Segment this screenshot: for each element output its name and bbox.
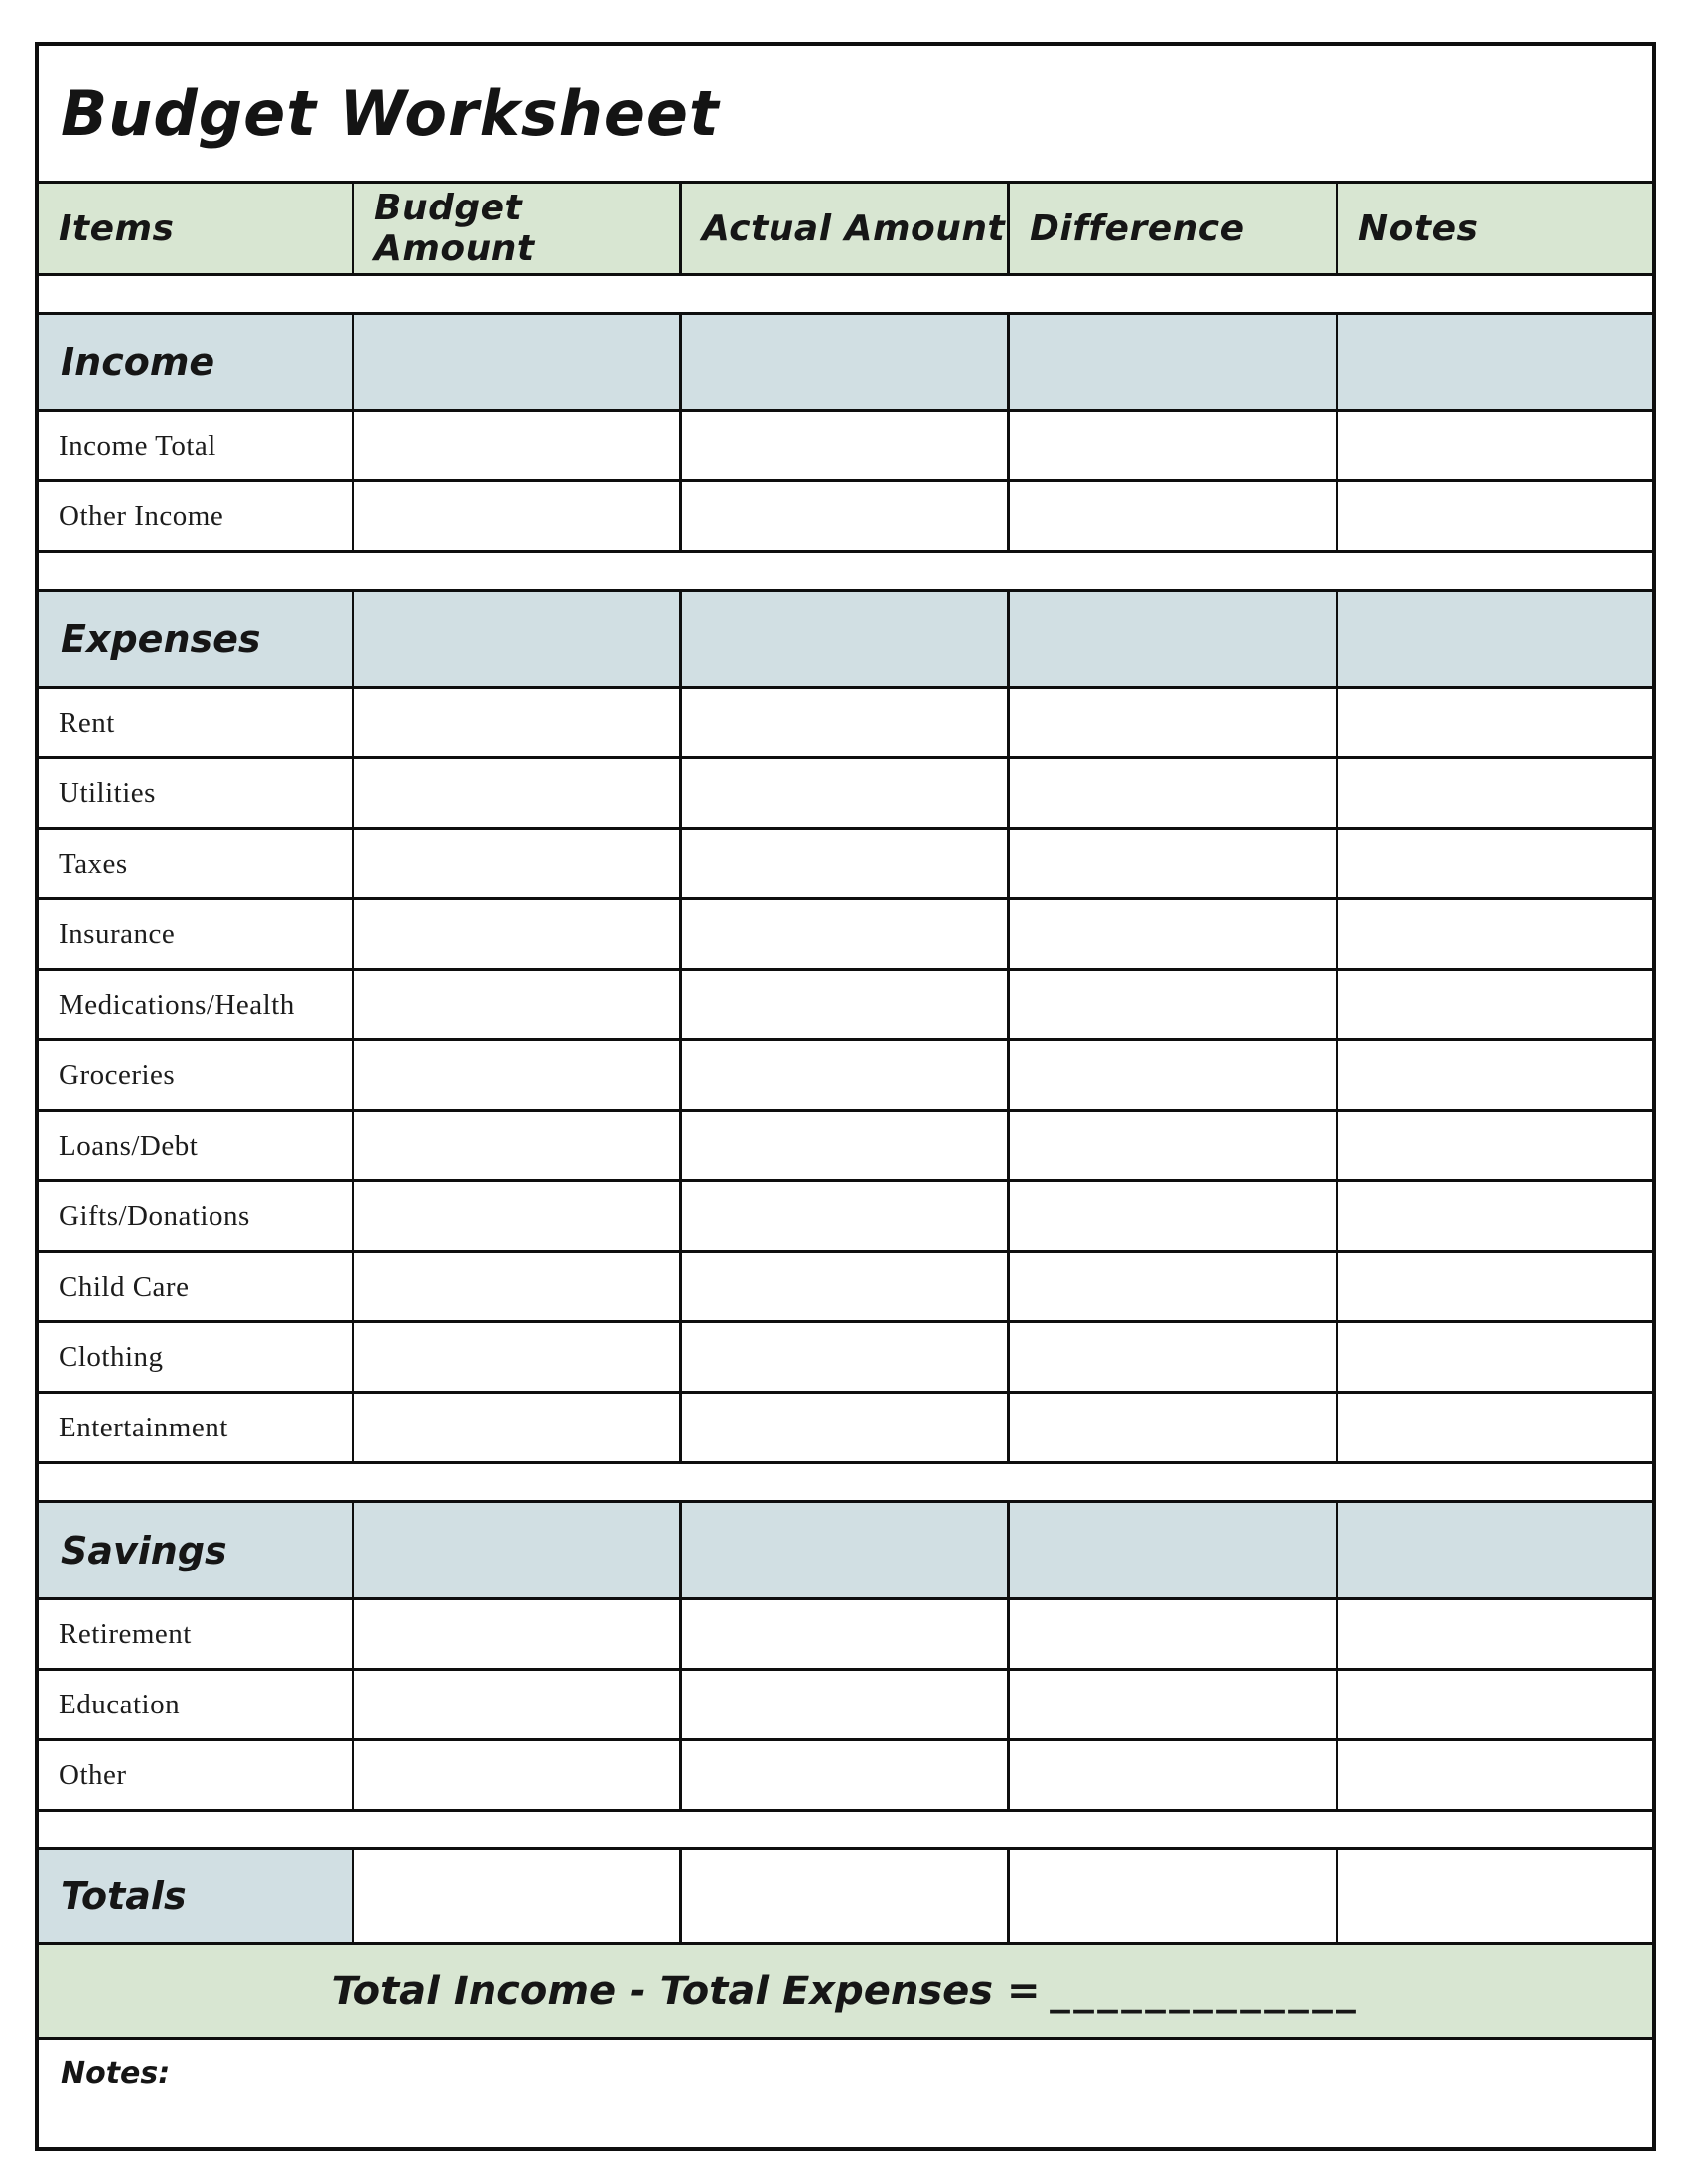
budget-amount-cell xyxy=(354,971,679,1038)
item-label-cell: Child Care xyxy=(39,1253,352,1320)
budget-amount-cell xyxy=(354,1394,679,1461)
budget-amount-cell xyxy=(354,830,679,897)
notes-cell xyxy=(1338,1112,1652,1179)
actual-amount-cell xyxy=(682,1112,1007,1179)
table-row-medications-health xyxy=(39,971,1652,1038)
difference-cell xyxy=(1010,1182,1336,1250)
budget-amount-cell xyxy=(354,1182,679,1250)
difference-cell xyxy=(1010,830,1336,897)
table-row-entertainment xyxy=(39,1394,1652,1461)
actual-amount-cell xyxy=(682,315,1007,409)
notes-cell xyxy=(1338,1041,1652,1109)
item-label-cell: Education xyxy=(39,1671,352,1738)
notes-cell xyxy=(1338,900,1652,968)
budget-amount-cell xyxy=(354,1323,679,1391)
actual-amount-cell xyxy=(682,1041,1007,1109)
notes-cell xyxy=(1338,1600,1652,1668)
notes-cell xyxy=(1338,1323,1652,1391)
notes-cell xyxy=(1338,1741,1652,1809)
difference-cell xyxy=(1010,1503,1336,1597)
budget-amount-cell xyxy=(354,1112,679,1179)
table-row-other xyxy=(39,1741,1652,1809)
notes-area xyxy=(39,2040,1652,2147)
actual-amount-cell xyxy=(682,482,1007,550)
table-row-loans-debt xyxy=(39,1112,1652,1179)
notes-cell xyxy=(1338,482,1652,550)
table-row-income-total xyxy=(39,412,1652,479)
difference-cell xyxy=(1010,1323,1336,1391)
section-title-cell: Income xyxy=(39,315,352,409)
item-label-cell: Groceries xyxy=(39,1041,352,1109)
difference-cell xyxy=(1010,1600,1336,1668)
budget-amount-cell xyxy=(354,759,679,827)
actual-amount-cell xyxy=(682,1394,1007,1461)
table-row-education xyxy=(39,1671,1652,1738)
difference-cell xyxy=(1010,1850,1336,1942)
item-label-cell: Taxes xyxy=(39,830,352,897)
actual-amount-cell xyxy=(682,759,1007,827)
budget-amount-cell xyxy=(354,900,679,968)
column-header-budget-amount: Budget Amount xyxy=(354,184,679,273)
difference-cell xyxy=(1010,1041,1336,1109)
difference-cell xyxy=(1010,1741,1336,1809)
notes-cell xyxy=(1338,689,1652,756)
budget-amount-cell xyxy=(354,689,679,756)
table-row-groceries xyxy=(39,1041,1652,1109)
item-label-cell: Utilities xyxy=(39,759,352,827)
difference-cell xyxy=(1010,900,1336,968)
item-label-cell: Entertainment xyxy=(39,1394,352,1461)
section-spacer xyxy=(39,276,1652,312)
column-header-row xyxy=(39,184,1652,273)
notes-cell xyxy=(1338,759,1652,827)
difference-cell xyxy=(1010,315,1336,409)
difference-cell xyxy=(1010,1112,1336,1179)
table-row-utilities xyxy=(39,759,1652,827)
column-header-difference: Difference xyxy=(1010,184,1336,273)
table-row-child-care xyxy=(39,1253,1652,1320)
section-spacer xyxy=(39,553,1652,589)
page-title: Budget Worksheet xyxy=(61,76,720,150)
difference-cell xyxy=(1010,1671,1336,1738)
table-row-insurance xyxy=(39,900,1652,968)
table-row-clothing xyxy=(39,1323,1652,1391)
table-row-rent xyxy=(39,689,1652,756)
item-label-cell: Insurance xyxy=(39,900,352,968)
budget-amount-cell xyxy=(354,1503,679,1597)
notes-cell xyxy=(1338,412,1652,479)
budget-amount-cell xyxy=(354,1741,679,1809)
budget-worksheet-page xyxy=(35,42,1656,2151)
actual-amount-cell xyxy=(682,592,1007,686)
difference-cell xyxy=(1010,1394,1336,1461)
notes-cell xyxy=(1338,1503,1652,1597)
budget-amount-cell xyxy=(354,1850,679,1942)
budget-amount-cell xyxy=(354,315,679,409)
table-row-gifts-donations xyxy=(39,1182,1652,1250)
notes-cell xyxy=(1338,1394,1652,1461)
budget-amount-cell xyxy=(354,482,679,550)
budget-amount-cell xyxy=(354,412,679,479)
actual-amount-cell xyxy=(682,689,1007,756)
column-header-actual-amount: Actual Amount xyxy=(682,184,1007,273)
item-label-cell: Medications/Health xyxy=(39,971,352,1038)
difference-cell xyxy=(1010,482,1336,550)
totals-title-cell: Totals xyxy=(39,1850,352,1942)
section-spacer xyxy=(39,1464,1652,1500)
actual-amount-cell xyxy=(682,971,1007,1038)
column-header-items: Items xyxy=(39,184,352,273)
difference-cell xyxy=(1010,971,1336,1038)
item-label-cell: Income Total xyxy=(39,412,352,479)
budget-amount-cell xyxy=(354,592,679,686)
budget-amount-cell xyxy=(354,1253,679,1320)
notes-cell xyxy=(1338,315,1652,409)
section-title-cell: Expenses xyxy=(39,592,352,686)
actual-amount-cell xyxy=(682,830,1007,897)
notes-cell xyxy=(1338,1850,1652,1942)
actual-amount-cell xyxy=(682,1741,1007,1809)
actual-amount-cell xyxy=(682,900,1007,968)
notes-cell xyxy=(1338,1671,1652,1738)
table-row-retirement xyxy=(39,1600,1652,1668)
section-title-cell: Savings xyxy=(39,1503,352,1597)
difference-cell xyxy=(1010,412,1336,479)
actual-amount-cell xyxy=(682,1600,1007,1668)
item-label-cell: Rent xyxy=(39,689,352,756)
notes-cell xyxy=(1338,971,1652,1038)
actual-amount-cell xyxy=(682,1671,1007,1738)
budget-amount-cell xyxy=(354,1600,679,1668)
budget-amount-cell xyxy=(354,1671,679,1738)
notes-label: Notes: xyxy=(61,2056,171,2091)
item-label-cell: Other Income xyxy=(39,482,352,550)
item-label-cell: Clothing xyxy=(39,1323,352,1391)
formula-blank-line: _____________ xyxy=(1050,1968,1360,2014)
column-header-notes: Notes xyxy=(1338,184,1652,273)
actual-amount-cell xyxy=(682,1503,1007,1597)
notes-cell xyxy=(1338,1253,1652,1320)
item-label-cell: Retirement xyxy=(39,1600,352,1668)
notes-cell xyxy=(1338,592,1652,686)
title-band xyxy=(39,46,1652,181)
section-header-savings xyxy=(39,1503,1652,1597)
difference-cell xyxy=(1010,689,1336,756)
actual-amount-cell xyxy=(682,1850,1007,1942)
item-label-cell: Gifts/Donations xyxy=(39,1182,352,1250)
item-label-cell: Other xyxy=(39,1741,352,1809)
actual-amount-cell xyxy=(682,1182,1007,1250)
budget-amount-cell xyxy=(354,1041,679,1109)
formula-band xyxy=(39,1945,1652,2037)
section-header-income xyxy=(39,315,1652,409)
notes-cell xyxy=(1338,1182,1652,1250)
section-spacer xyxy=(39,1812,1652,1847)
formula-text: Total Income - Total Expenses = xyxy=(331,1968,1041,2014)
difference-cell xyxy=(1010,759,1336,827)
actual-amount-cell xyxy=(682,1323,1007,1391)
totals-row xyxy=(39,1850,1652,1942)
section-header-expenses xyxy=(39,592,1652,686)
item-label-cell: Loans/Debt xyxy=(39,1112,352,1179)
actual-amount-cell xyxy=(682,412,1007,479)
actual-amount-cell xyxy=(682,1253,1007,1320)
table-row-other-income xyxy=(39,482,1652,550)
difference-cell xyxy=(1010,1253,1336,1320)
notes-cell xyxy=(1338,830,1652,897)
table-row-taxes xyxy=(39,830,1652,897)
difference-cell xyxy=(1010,592,1336,686)
